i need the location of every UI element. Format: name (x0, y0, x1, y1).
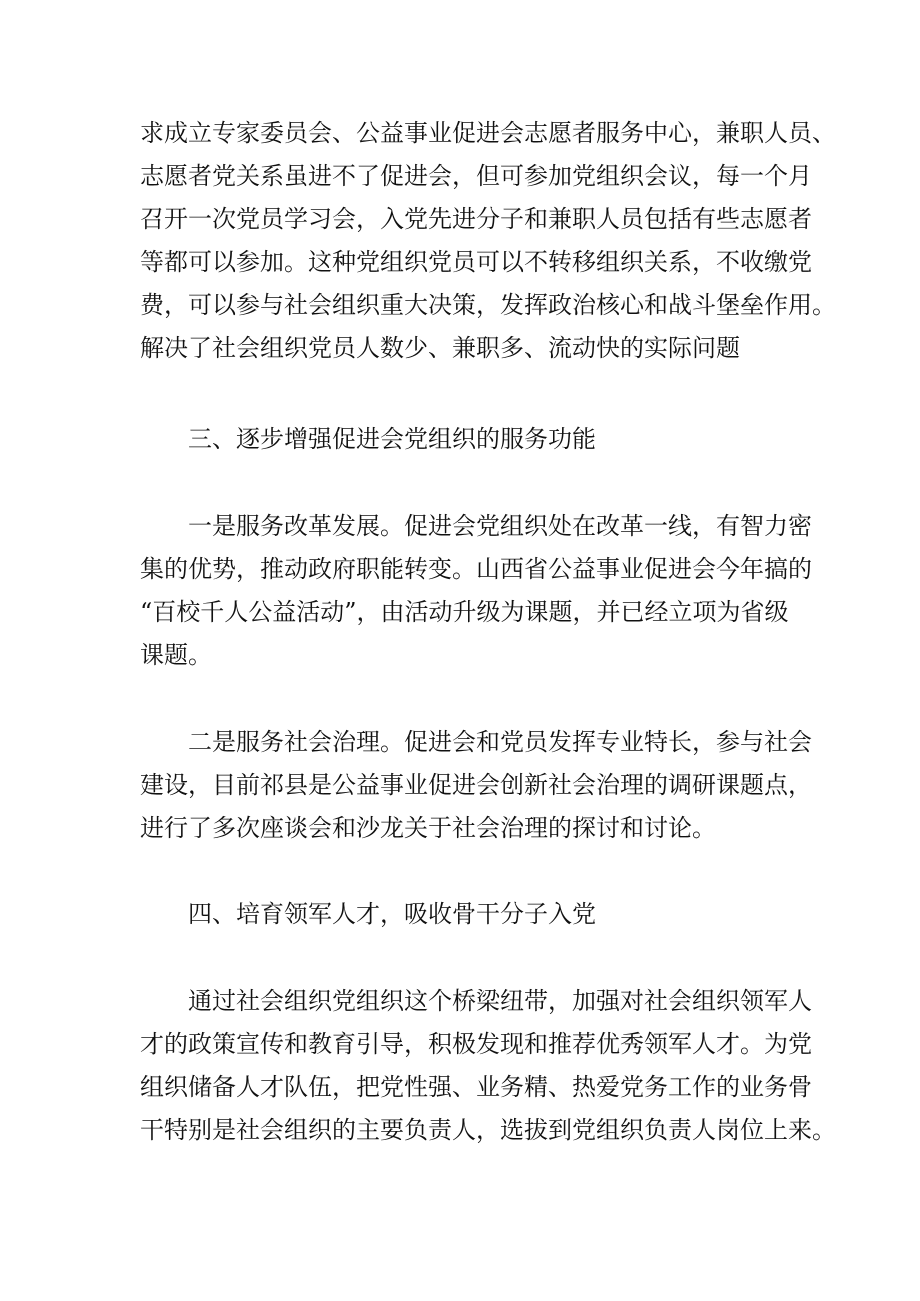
paragraph-line: 求成立专家委员会、公益事业促进会志愿者服务中心，兼职人员、 (140, 119, 836, 147)
section-heading-four: 四、培育领军人才，吸收骨干分子入党 (188, 900, 596, 928)
paragraph-line: 通过社会组织党组织这个桥梁纽带，加强对社会组织领军人 (188, 987, 812, 1015)
section-heading-three: 三、逐步增强促进会党组织的服务功能 (188, 425, 596, 453)
paragraph-serve-reform (140, 505, 812, 677)
paragraph-line: “百校千人公益活动”，由活动升级为课题，并已经立项为省级 (140, 598, 789, 626)
paragraph-line: 干特别是社会组织的主要负责人，选拔到党组织负责人岗位上来。 (140, 1116, 836, 1144)
paragraph-line: 解决了社会组织党员人数少、兼职多、流动快的实际问题 (140, 334, 740, 362)
paragraph-line: 召开一次党员学习会，入党先进分子和兼职人员包括有些志愿者 (140, 205, 812, 233)
paragraph-line: 组织储备人才队伍，把党性强、业务精、热爱党务工作的业务骨 (140, 1073, 812, 1101)
paragraph-line: 才的政策宣传和教育引导，积极发现和推荐优秀领军人才。为党 (140, 1030, 812, 1058)
paragraph-party-organization-structure (140, 112, 836, 370)
paragraph-line: 一是服务改革发展。促进会党组织处在改革一线，有智力密 (188, 512, 812, 540)
paragraph-cultivate-talent (140, 980, 836, 1152)
paragraph-serve-social-governance (140, 721, 812, 850)
paragraph-line: 费，可以参与社会组织重大决策，发挥政治核心和战斗堡垒作用。 (140, 291, 836, 319)
paragraph-line: 二是服务社会治理。促进会和党员发挥专业特长，参与社会 (188, 728, 812, 756)
paragraph-line: 等都可以参加。这种党组织党员可以不转移组织关系，不收缴党 (140, 248, 812, 276)
paragraph-line: 集的优势，推动政府职能转变。山西省公益事业促进会今年搞的 (140, 555, 812, 583)
paragraph-line: 进行了多次座谈会和沙龙关于社会治理的探讨和讨论。 (140, 814, 716, 842)
paragraph-line: 课题。 (140, 641, 212, 669)
paragraph-line: 建设，目前祁县是公益事业促进会创新社会治理的调研课题点， (140, 771, 812, 799)
paragraph-line: 志愿者党关系虽进不了促进会，但可参加党组织会议，每一个月 (140, 162, 812, 190)
